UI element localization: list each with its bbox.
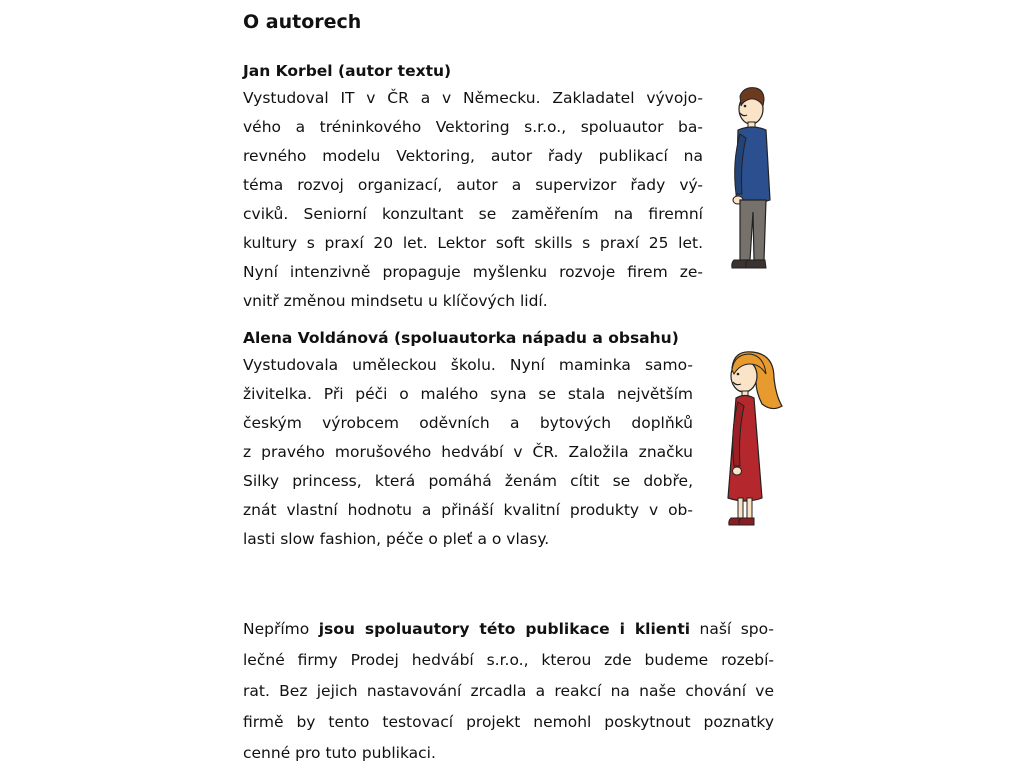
- bio-line: téma rozvoj organizací, autor a supervizor řady vý-: [243, 176, 703, 194]
- man-illustration: [718, 82, 778, 277]
- author-bio-korbel: [243, 84, 703, 316]
- bio-line: revného modelu Vektoring, autor řady publikací na: [243, 147, 703, 165]
- woman-illustration: [716, 348, 788, 536]
- author-bio-voldanova: [243, 351, 693, 554]
- bio-line: znát vlastní hodnotu a přináší kvalitní produkty v ob-: [243, 501, 693, 519]
- man-trousers: [740, 200, 766, 260]
- author-heading-voldanova: Alena Voldánová (spoluautorka nápadu a obsahu): [243, 329, 679, 347]
- closing-line: firmě by tento testovací projekt nemohl poskytnout poznatky: [243, 713, 774, 731]
- bio-line: lasti slow fashion, péče o pleť a o vlasy.: [243, 530, 550, 548]
- bio-line: vého a tréninkového Vektoring s.r.o., spoluautor ba-: [243, 118, 703, 136]
- bio-line: cviků. Seniorní konzultant se zaměřením na firemní: [243, 205, 703, 223]
- bio-line: vnitř změnou mindsetu u klíčových lidí.: [243, 292, 548, 310]
- bio-line: kultury s praxí 20 let. Lektor soft skills s praxí 25 let.: [243, 234, 703, 252]
- author-section-korbel: [243, 58, 703, 316]
- bio-line: českým výrobcem oděvních a bytových doplňků: [243, 414, 693, 432]
- closing-line: cenné pro tuto publikaci.: [243, 744, 436, 762]
- bio-line: živitelka. Při péči o malého syna se stala největším: [243, 385, 693, 403]
- bio-line: Nyní intenzivně propaguje myšlenku rozvoje firem ze-: [243, 263, 703, 281]
- author-heading-korbel: Jan Korbel (autor textu): [243, 62, 452, 80]
- page-title: O autorech: [243, 11, 362, 33]
- author-section-voldanova: [243, 325, 693, 554]
- bio-line: z pravého morušového hedvábí v ČR. Založila značku: [243, 443, 693, 461]
- closing-line: rat. Bez jejich nastavování zrcadla a reakcí na naše chování ve: [243, 682, 774, 700]
- bio-line: Silky princess, která pomáhá ženám cítit se dobře,: [243, 472, 693, 490]
- closing-line: lečné firmy Prodej hedvábí s.r.o., kterou zde budeme rozebí-: [243, 651, 774, 669]
- bio-line: Vystudoval IT v ČR a v Německu. Zakladatel vývojo-: [243, 89, 703, 107]
- bio-line: Vystudovala uměleckou školu. Nyní maminka samo-: [243, 356, 693, 374]
- closing-paragraph: [243, 614, 774, 769]
- closing-line-end: naší spo-: [690, 620, 774, 638]
- closing-line-start: Nepřímo: [243, 620, 319, 638]
- closing-line: [243, 614, 774, 645]
- closing-bold-phrase: jsou spoluautory této publikace i klienti: [318, 620, 691, 638]
